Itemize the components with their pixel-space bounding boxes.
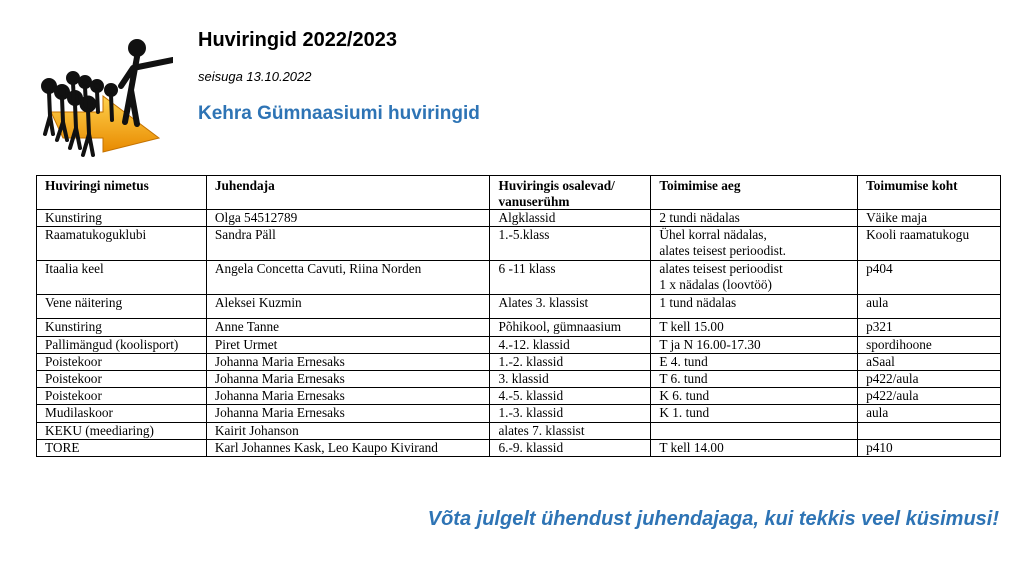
cell-age-group: 1.-2. klassid [490,354,651,371]
cell-name: Pallimängud (koolisport) [37,337,207,354]
column-header-location: Toimumise koht [858,176,1001,210]
cell-age-group: 1.-5.klass [490,227,651,261]
cell-instructor: Kairit Johanson [206,423,490,440]
table-row [37,261,1001,295]
table-row [37,227,1001,261]
clubs-table [36,175,1001,457]
cell-name: Poistekoor [37,371,207,388]
cell-location: p321 [858,319,1001,337]
cell-age-group: alates 7. klassist [490,423,651,440]
cell-age-group: Põhikool, gümnaasium [490,319,651,337]
cell-instructor: Johanna Maria Ernesaks [206,354,490,371]
cell-instructor: Johanna Maria Ernesaks [206,405,490,423]
cell-time: E 4. tund [651,354,858,371]
cell-location: p422/aula [858,388,1001,405]
cell-location: p422/aula [858,371,1001,388]
table-row [37,295,1001,319]
column-header-name: Huviringi nimetus [37,176,207,210]
cell-age-group: Algklassid [490,210,651,227]
table-row [37,319,1001,337]
cell-time: T kell 15.00 [651,319,858,337]
cell-name: Mudilaskoor [37,405,207,423]
cell-name: Kunstiring [37,210,207,227]
cell-name: Poistekoor [37,354,207,371]
cell-name: Poistekoor [37,388,207,405]
table-header-row [37,176,1001,210]
page-title: Huviringid 2022/2023 [198,29,397,51]
cell-instructor: Johanna Maria Ernesaks [206,388,490,405]
column-header-time: Toimimise aeg [651,176,858,210]
cell-location: Kooli raamatukogu [858,227,1001,261]
cell-instructor: Johanna Maria Ernesaks [206,371,490,388]
cell-instructor: Angela Concetta Cavuti, Riina Norden [206,261,490,295]
table-row [37,337,1001,354]
cell-instructor: Karl Johannes Kask, Leo Kaupo Kivirand [206,440,490,457]
cell-name: Raamatukoguklubi [37,227,207,261]
cell-name: KEKU (meediaring) [37,423,207,440]
cell-name: Vene näitering [37,295,207,319]
cell-instructor: Olga 54512789 [206,210,490,227]
cell-time: alates teisest perioodist 1 x nädalas (loovtöö) [651,261,858,295]
table-row [37,210,1001,227]
cell-age-group: 4.-5. klassid [490,388,651,405]
cell-age-group: 6.-9. klassid [490,440,651,457]
cell-age-group: 3. klassid [490,371,651,388]
cell-age-group: Alates 3. klassist [490,295,651,319]
table-row [37,405,1001,423]
cell-location: p410 [858,440,1001,457]
date-line: seisuga 13.10.2022 [198,69,312,84]
school-heading: Kehra Gümnaasiumi huviringid [198,103,480,124]
cell-time: K 6. tund [651,388,858,405]
cell-instructor: Sandra Päll [206,227,490,261]
column-header-age-group: Huviringis osalevad/ vanuserühm [490,176,651,210]
cell-instructor: Piret Urmet [206,337,490,354]
cell-time: K 1. tund [651,405,858,423]
cell-time: T ja N 16.00-17.30 [651,337,858,354]
cell-time: T 6. tund [651,371,858,388]
table-row [37,371,1001,388]
cell-time: 2 tundi nädalas [651,210,858,227]
cell-instructor: Aleksei Kuzmin [206,295,490,319]
table-row [37,423,1001,440]
cell-location: aSaal [858,354,1001,371]
cell-age-group: 4.-12. klassid [490,337,651,354]
cell-location: aula [858,405,1001,423]
cell-location: Väike maja [858,210,1001,227]
cell-time: Ühel korral nädalas, alates teisest perioodist. [651,227,858,261]
cell-time: 1 tund nädalas [651,295,858,319]
column-header-instructor: Juhendaja [206,176,490,210]
cell-time [651,423,858,440]
cell-age-group: 6 -11 klass [490,261,651,295]
cell-location: aula [858,295,1001,319]
cell-name: Itaalia keel [37,261,207,295]
cell-location [858,423,1001,440]
cell-time: T kell 14.00 [651,440,858,457]
table-row [37,440,1001,457]
table-row [37,388,1001,405]
cell-age-group: 1.-3. klassid [490,405,651,423]
footer-note: Võta julgelt ühendust juhendajaga, kui tekkis veel küsimusi! [427,508,999,530]
stick-figures-arrow-icon [33,30,173,165]
cell-instructor: Anne Tanne [206,319,490,337]
cell-location: spordihoone [858,337,1001,354]
table-row [37,354,1001,371]
cell-location: p404 [858,261,1001,295]
cell-name: Kunstiring [37,319,207,337]
cell-name: TORE [37,440,207,457]
